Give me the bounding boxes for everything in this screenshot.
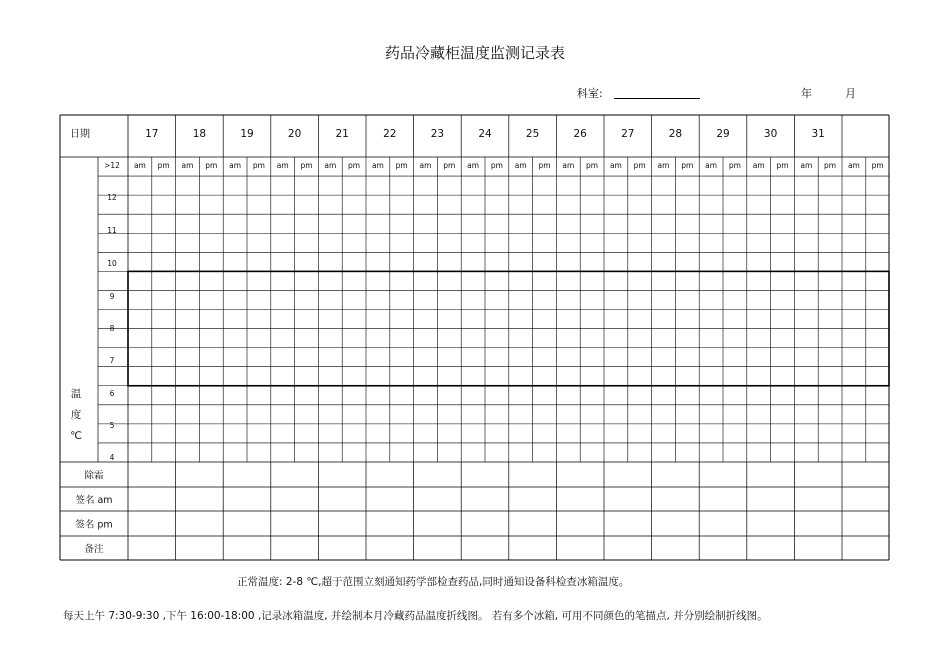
pm-label: pm [586,161,599,170]
pm-label: pm [824,161,837,170]
pm-label: pm [776,161,789,170]
temp-level-label: 12 [107,193,117,202]
date-label: 26 [573,128,587,140]
date-label: 19 [240,128,254,140]
temp-level-label: 7 [109,356,115,365]
pm-label: pm [205,161,218,170]
normal-temp-note: 正常温度: 2-8 ℃,超于范围立刻通知药学部检查药品,同时通知设备科检查冰箱温度。 [237,576,630,588]
temp-axis-char: 度 [70,409,82,421]
date-label: 31 [811,128,825,140]
row-label-remarks: 备注 [84,544,104,555]
date-label: 25 [525,128,540,140]
am-label: am [562,161,575,170]
date-label: 20 [287,128,302,140]
date-label: 27 [621,128,635,140]
pm-label: pm [681,161,694,170]
am-label: am [229,161,242,170]
pm-label: pm [538,161,551,170]
pm-label: pm [871,161,884,170]
date-label: 29 [716,128,730,140]
am-label: am [705,161,718,170]
row-label-defrost: 除霜 [84,470,104,482]
temp-level-label: 9 [109,292,115,301]
pm-label: pm [300,161,313,170]
date-label: 17 [145,128,159,140]
temp-level-label: 10 [107,259,117,268]
pm-label: pm [490,161,503,170]
am-label: am [371,161,384,170]
am-label: am [419,161,432,170]
temp-level-label: 4 [109,453,115,462]
pm-label: pm [157,161,170,170]
pm-label: pm [633,161,646,170]
am-label: am [324,161,337,170]
pm-label: pm [443,161,456,170]
am-label: am [514,161,527,170]
temp-axis-char: 温 [70,388,82,400]
pm-label: pm [395,161,408,170]
date-label: 23 [430,128,445,140]
am-label: am [609,161,622,170]
am-label: am [467,161,480,170]
pm-label: pm [728,161,741,170]
temp-level-label: 6 [109,389,115,398]
date-label: 22 [383,128,397,140]
department-label: 科室: [577,87,603,100]
temp-axis-char: ℃ [70,430,82,442]
date-label: 30 [763,128,778,140]
page-title: 药品冷藏柜温度监测记录表 [384,44,565,62]
month-label: 月 [845,87,856,100]
am-label: am [276,161,289,170]
year-label: 年 [801,87,812,100]
row-label-sign_pm: 签名 pm [75,519,113,531]
row-label-sign_am: 签名 am [75,495,113,506]
am-label: am [133,161,146,170]
am-label: am [800,161,813,170]
am-label: am [847,161,860,170]
recording-instructions-note: 每天上午 7:30-9:30 ,下午 16:00-18:00 ,记录冰箱温度, 并绘制本月冷藏药品温度折线图。 若有多个冰箱, 可用不同颜色的笔描点, 并分别绘制折线图。 [63,610,768,622]
am-label: am [657,161,670,170]
am-label: am [181,161,194,170]
temp-level-label: >12 [104,161,120,170]
date-label: 18 [192,128,207,140]
temp-level-label: 5 [109,421,115,430]
am-label: am [752,161,765,170]
temp-level-label: 11 [107,226,117,235]
pm-label: pm [252,161,265,170]
temp-level-label: 8 [109,324,115,333]
pm-label: pm [348,161,361,170]
date-label: 28 [668,128,683,140]
date-label: 24 [478,128,492,140]
date-header-label: 日期 [70,129,90,140]
date-label: 21 [335,128,349,140]
